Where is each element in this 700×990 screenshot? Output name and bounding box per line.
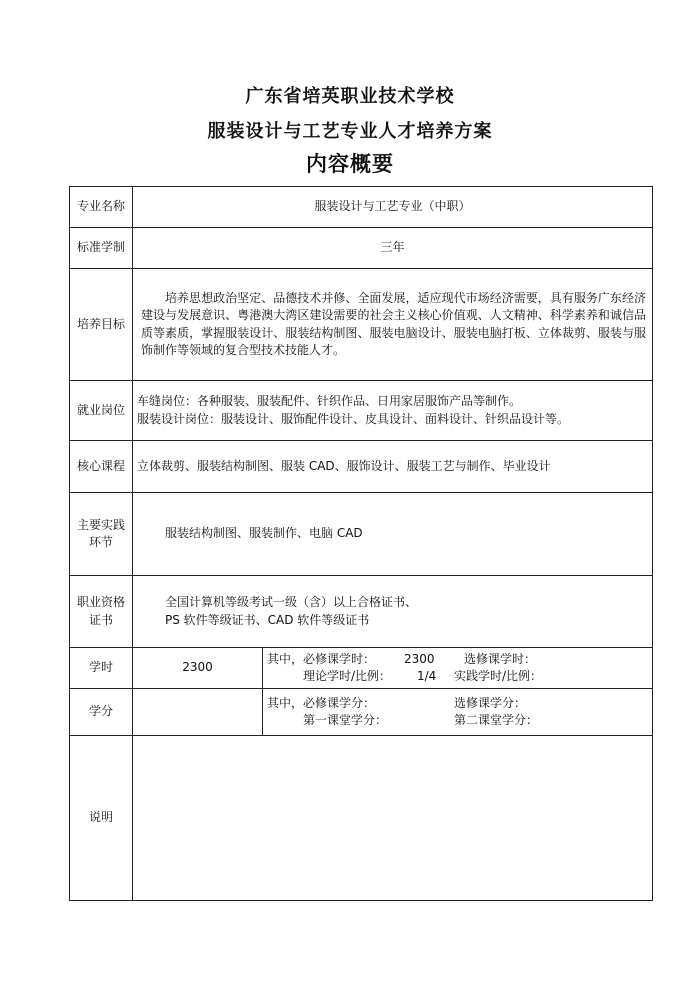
goal-label: 培养目标	[70, 269, 133, 381]
core-courses-value: 立体裁剪、服装结构制图、服装 CAD、服饰设计、服装工艺与制作、毕业设计	[133, 441, 653, 493]
notes-value	[133, 736, 653, 901]
practice-label	[70, 493, 133, 576]
credits-elective-label: 选修课学分：	[454, 696, 527, 710]
practice-label-line-1: 主要实践	[76, 517, 125, 532]
program-title: 服装设计与工艺专业人才培养方案	[207, 121, 493, 142]
row-notes	[70, 736, 653, 901]
row-goal	[70, 269, 653, 381]
credits-first-class-label: 第一课堂学分：	[303, 713, 388, 727]
hours-total: 2300	[133, 648, 263, 689]
duration-label: 标准学制	[70, 228, 133, 269]
duration-value: 三年	[133, 228, 653, 269]
row-major	[70, 187, 653, 228]
row-core-courses	[70, 441, 653, 493]
credits-second-class-label: 第二课堂学分：	[454, 713, 539, 727]
row-credits	[70, 689, 653, 736]
row-certificates	[70, 576, 653, 648]
hours-required-label: 其中，必修课学时：	[267, 652, 376, 666]
document-subtitle: 内容概要	[306, 152, 394, 176]
credits-required-label: 其中，必修课学分：	[267, 696, 376, 710]
school-name: 广东省培英职业技术学校	[245, 86, 455, 107]
program-summary-table	[69, 186, 653, 901]
hours-theory-value: 1/4	[417, 669, 437, 683]
hours-practice-label: 实践学时/比例：	[454, 669, 543, 683]
row-practice	[70, 493, 653, 576]
certificates-label	[70, 576, 133, 648]
major-value: 服装设计与工艺专业（中职）	[133, 187, 653, 228]
hours-label: 学时	[70, 648, 133, 689]
certificate-software: PS 软件等级证书、CAD 软件等级证书	[165, 612, 370, 627]
goal-text: 培养思想政治坚定、品德技术并修、全面发展，适应现代市场经济需要，具有服务广东经济建设与发展意识、粤港澳大湾区建设需要的社会主义核心价值观、人文精神、科学素养和诚信品质等素质，掌握服装设计、服装结构制图、服装电脑设计、服装电脑打板、立体裁剪、服装与服饰制作等领域的复合型技术技能人才。	[133, 269, 653, 381]
major-label: 专业名称	[70, 187, 133, 228]
certificates-label-line-1: 职业资格	[76, 595, 125, 610]
row-jobs	[70, 381, 653, 441]
practice-label-line-2: 环节	[88, 535, 113, 549]
hours-elective-label: 选修课学时：	[464, 652, 537, 666]
jobs-line-sewing: 车缝岗位：各种服装、服装配件、针织作品、日用家居服饰产品等制作。	[137, 394, 522, 409]
certificate-computer: 全国计算机等级考试一级（含）以上合格证书、	[165, 595, 418, 610]
practice-value: 服装结构制图、服装制作、电脑 CAD	[133, 493, 653, 576]
jobs-line-design: 服装设计岗位：服装设计、服饰配件设计、皮具设计、面料设计、针织品设计等。	[137, 411, 570, 426]
certificates-label-line-2: 证书	[88, 612, 113, 627]
jobs-label: 就业岗位	[70, 381, 133, 441]
hours-theory-label: 理论学时/比例：	[303, 669, 392, 683]
notes-label: 说明	[70, 736, 133, 901]
hours-required-value: 2300	[404, 652, 435, 666]
core-courses-label: 核心课程	[70, 441, 133, 493]
credits-label: 学分	[70, 689, 133, 736]
row-hours	[70, 648, 653, 689]
row-duration	[70, 228, 653, 269]
